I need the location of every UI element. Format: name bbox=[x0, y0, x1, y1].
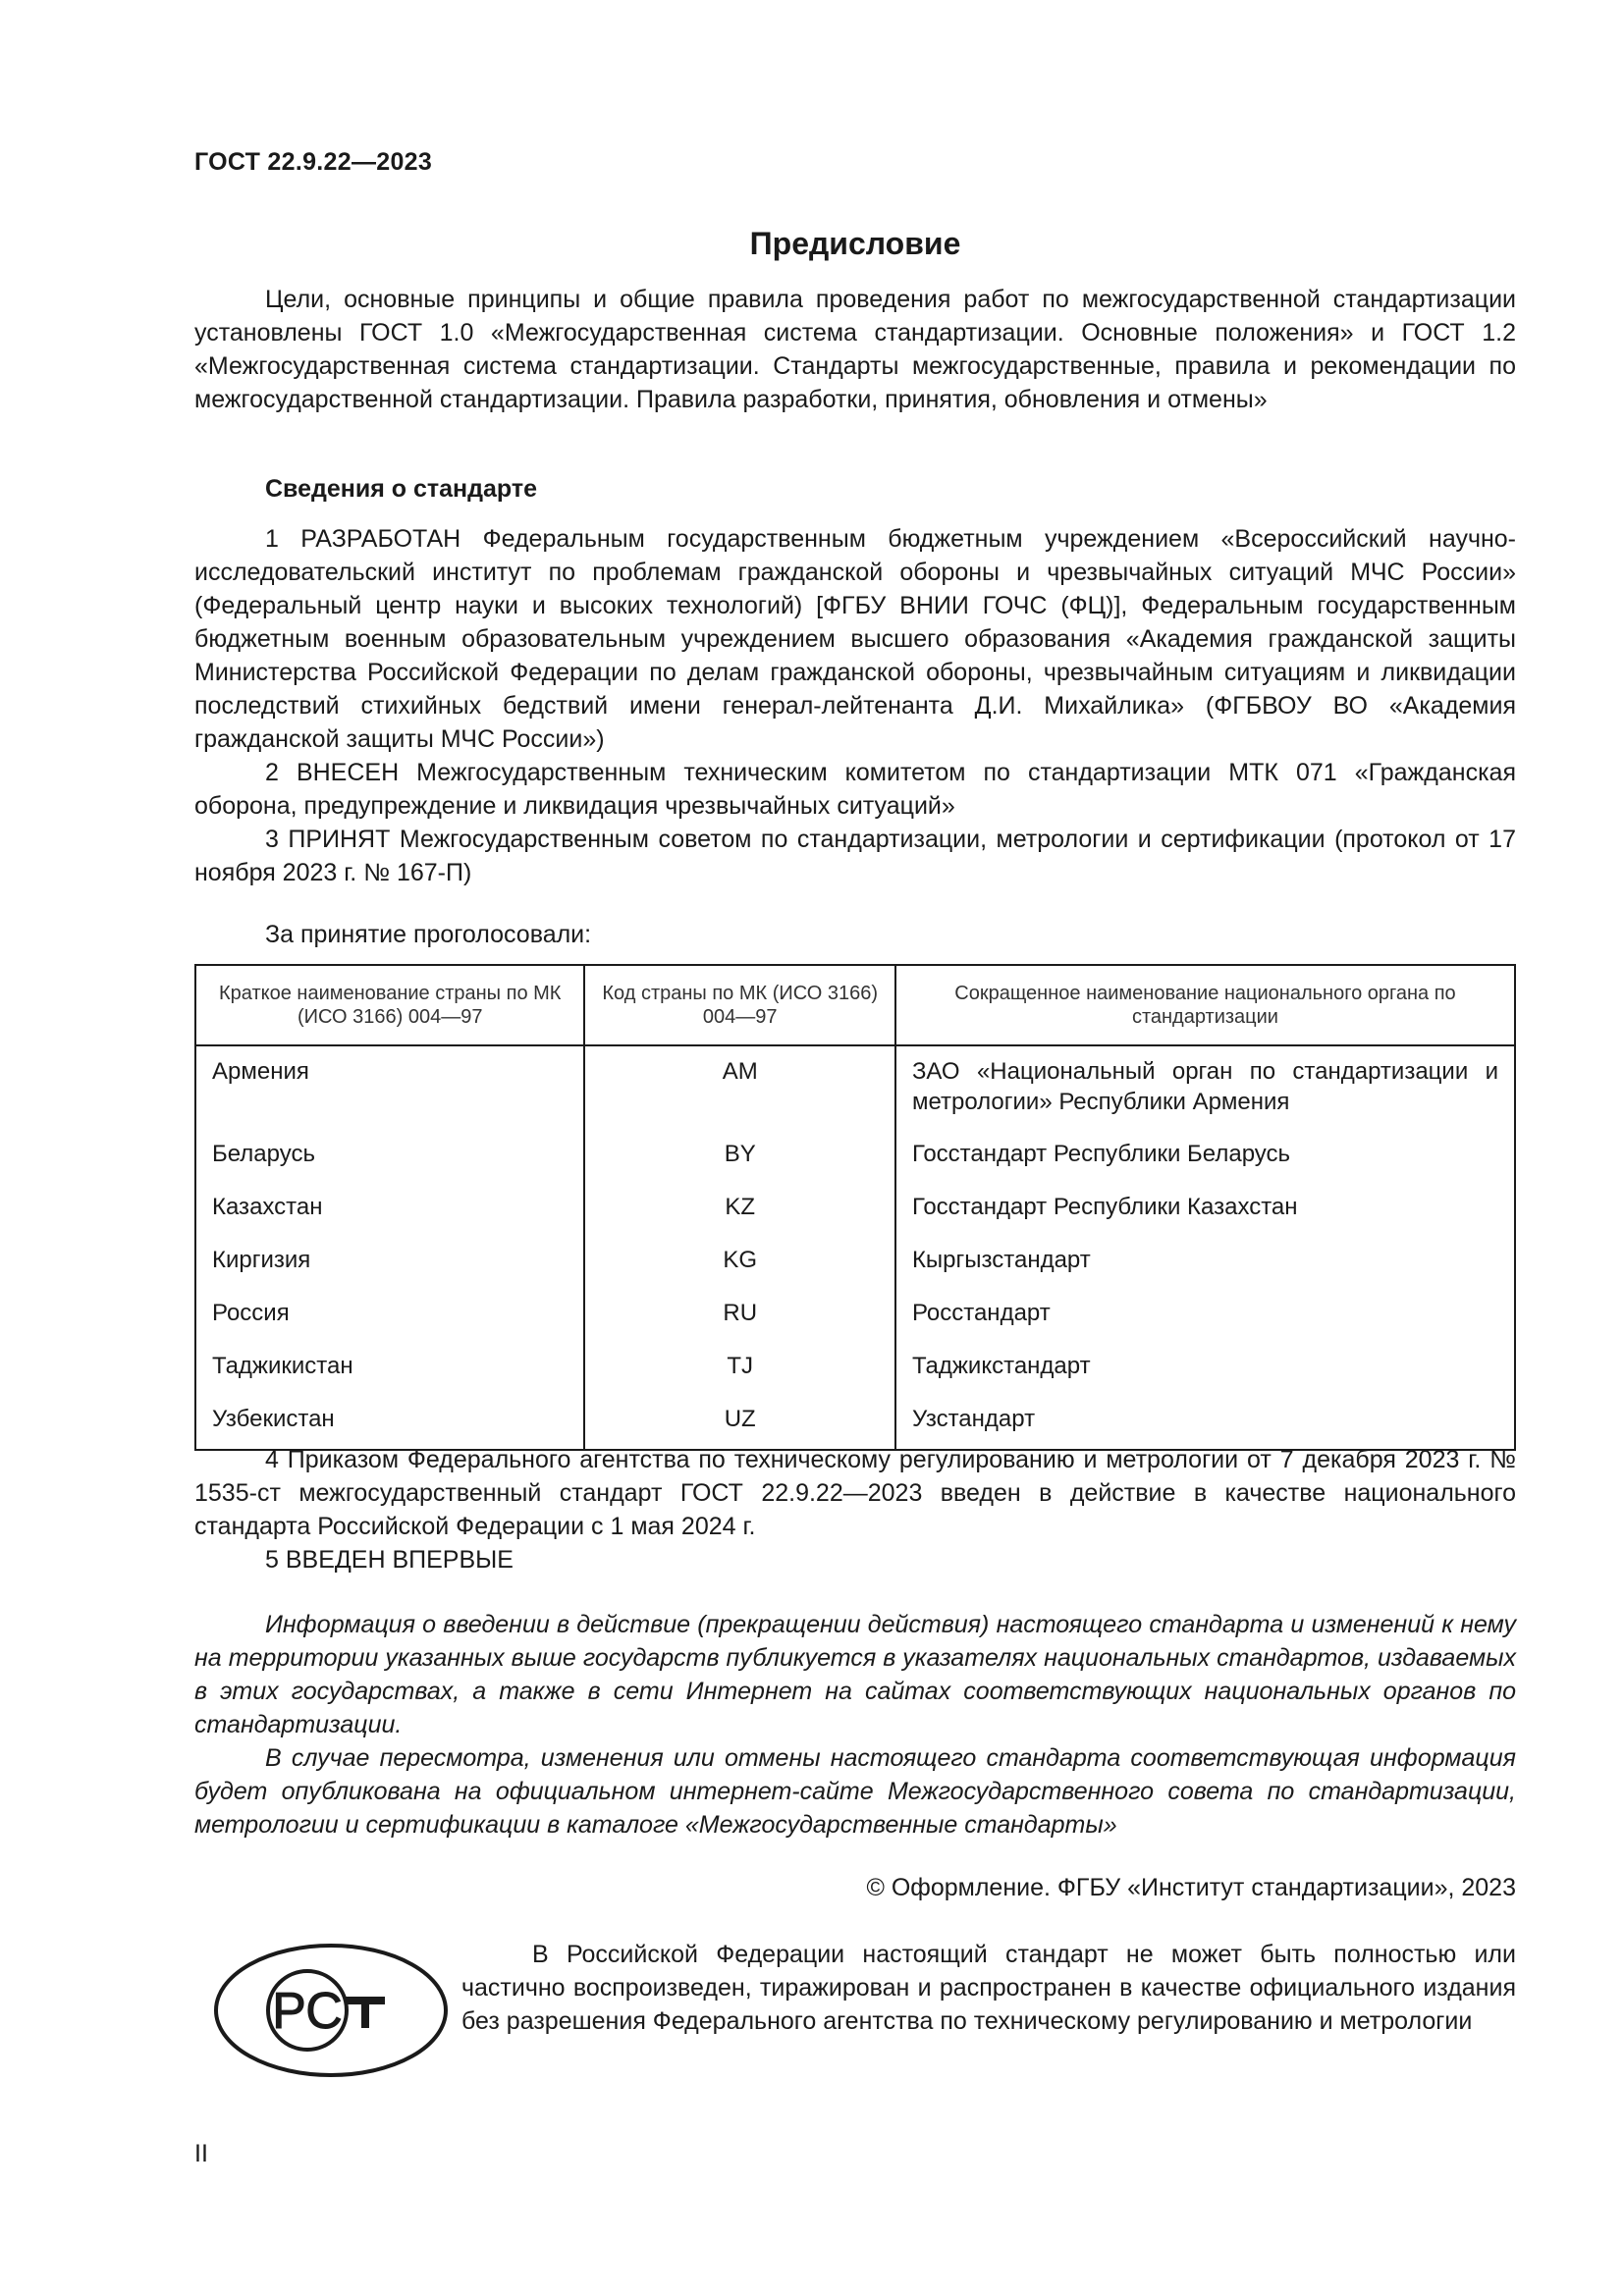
country-cell: Таджикистан bbox=[195, 1347, 584, 1400]
table-row bbox=[195, 1188, 1515, 1241]
copyright-line: © Оформление. ФГБУ «Институт стандартизации», 2023 bbox=[866, 1874, 1516, 1901]
org-cell: ЗАО «Национальный орган по стандартизации и метрологии» Республики Армения bbox=[895, 1045, 1515, 1135]
vote-table bbox=[194, 964, 1516, 1451]
country-cell: Киргизия bbox=[195, 1241, 584, 1294]
code-cell: AM bbox=[584, 1045, 894, 1135]
code-cell: UZ bbox=[584, 1400, 894, 1450]
table-row bbox=[195, 1045, 1515, 1135]
org-cell: Госстандарт Республики Казахстан bbox=[895, 1188, 1515, 1241]
header-code: Код страны по МК (ИСО 3166) 004—97 bbox=[584, 965, 894, 1045]
item-4-enacted: 4 Приказом Федерального агентства по техническому регулированию и метрологии от 7 декабря 2023 г. № 1535-ст межгосударственный стандарт ГОСТ 22.9.22—2023 введен в действие в качестве национального стандарта Российской Федерации с 1 мая 2024 г. bbox=[194, 1446, 1516, 1540]
org-cell: Кыргызстандарт bbox=[895, 1241, 1515, 1294]
code-cell: KG bbox=[584, 1241, 894, 1294]
org-cell: Росстандарт bbox=[895, 1294, 1515, 1347]
revision-note: В случае пересмотра, изменения или отмены настоящего стандарта соответствующая информация будет опубликована на официальном интернет-сайте Межгосударственного совета по стандартизации, метрологии и сертификации в каталоге «Межгосударственные стандарты» bbox=[194, 1744, 1516, 1839]
org-cell: Госстандарт Республики Беларусь bbox=[895, 1135, 1515, 1188]
table-row bbox=[195, 1241, 1515, 1294]
legal-notice: В Российской Федерации настоящий стандарт не может быть полностью или частично воспроизведен, тиражирован и распространен в качестве официального издания без разрешения Федерального агентства по техническому регулированию и метрологии bbox=[461, 1941, 1516, 2035]
item-2-introduced: 2 ВНЕСЕН Межгосударственным техническим комитетом по стандартизации МТК 071 «Гражданская оборона, предупреждение и ликвидация чрезвычайных ситуаций» bbox=[194, 759, 1516, 820]
code-cell: BY bbox=[584, 1135, 894, 1188]
rst-certification-mark-icon bbox=[212, 1942, 450, 2079]
vote-table-header bbox=[195, 965, 1515, 1045]
org-cell: Таджикстандарт bbox=[895, 1347, 1515, 1400]
header-org: Сокращенное наименование национального органа по стандартизации bbox=[895, 965, 1515, 1045]
table-row bbox=[195, 1347, 1515, 1400]
document-page bbox=[194, 0, 1516, 2296]
document-number: ГОСТ 22.9.22—2023 bbox=[194, 148, 433, 176]
standard-info-heading: Сведения о стандарте bbox=[265, 475, 538, 503]
page-number: II bbox=[194, 2140, 208, 2167]
org-cell: Узстандарт bbox=[895, 1400, 1515, 1450]
item-5-first-introduced: 5 ВВЕДЕН ВПЕРВЫЕ bbox=[265, 1546, 514, 1574]
table-row bbox=[195, 1135, 1515, 1188]
header-country: Краткое наименование страны по МК (ИСО 3166) 004—97 bbox=[195, 965, 584, 1045]
country-cell: Узбекистан bbox=[195, 1400, 584, 1450]
code-cell: TJ bbox=[584, 1347, 894, 1400]
country-cell: Армения bbox=[195, 1045, 584, 1135]
svg-text:РС: РС bbox=[272, 1983, 343, 2040]
code-cell: KZ bbox=[584, 1188, 894, 1241]
item-1-developed: 1 РАЗРАБОТАН Федеральным государственным бюджетным учреждением «Всероссийский научно-исследовательский институт по проблемам гражданской обороны и чрезвычайных ситуаций МЧС России» (Федеральный центр науки и высоких технологий) [ФГБУ ВНИИ ГОЧС (ФЦ)], Федеральным государственным бюджетным военным образовательным учреждением высшего образования «Академия гражданской защиты Министерства Российской Федерации по делам гражданской обороны, чрезвычайным ситуациям и ликвидации последствий стихийных бедствий имени генерал-лейтенанта Д.И. Михайлика» (ФГБВОУ ВО «Академия гражданской защиты МЧС России») bbox=[194, 525, 1516, 753]
page-title: Предисловие bbox=[749, 226, 961, 261]
vote-label: За принятие проголосовали: bbox=[265, 921, 592, 948]
country-cell: Беларусь bbox=[195, 1135, 584, 1188]
intro-paragraph: Цели, основные принципы и общие правила проведения работ по межгосударственной стандартизации установлены ГОСТ 1.0 «Межгосударственная система стандартизации. Основные положения» и ГОСТ 1.2 «Межгосударственная система стандартизации. Стандарты межгосударственные, правила и рекомендации по межгосударственной стандартизации. Правила разработки, принятия, обновления и отмены» bbox=[194, 286, 1516, 413]
country-cell: Казахстан bbox=[195, 1188, 584, 1241]
item-3-adopted: 3 ПРИНЯТ Межгосударственным советом по стандартизации, метрологии и сертификации (протокол от 17 ноября 2023 г. № 167-П) bbox=[194, 826, 1516, 886]
code-cell: RU bbox=[584, 1294, 894, 1347]
info-note: Информация о введении в действие (прекращении действия) настоящего стандарта и изменений к нему на территории указанных выше государств публикуется в указателях национальных стандартов, издаваемых в этих государствах, а также в сети Интернет на сайтах соответствующих национальных органов по стандартизации. bbox=[194, 1611, 1516, 1738]
table-row bbox=[195, 1294, 1515, 1347]
country-cell: Россия bbox=[195, 1294, 584, 1347]
